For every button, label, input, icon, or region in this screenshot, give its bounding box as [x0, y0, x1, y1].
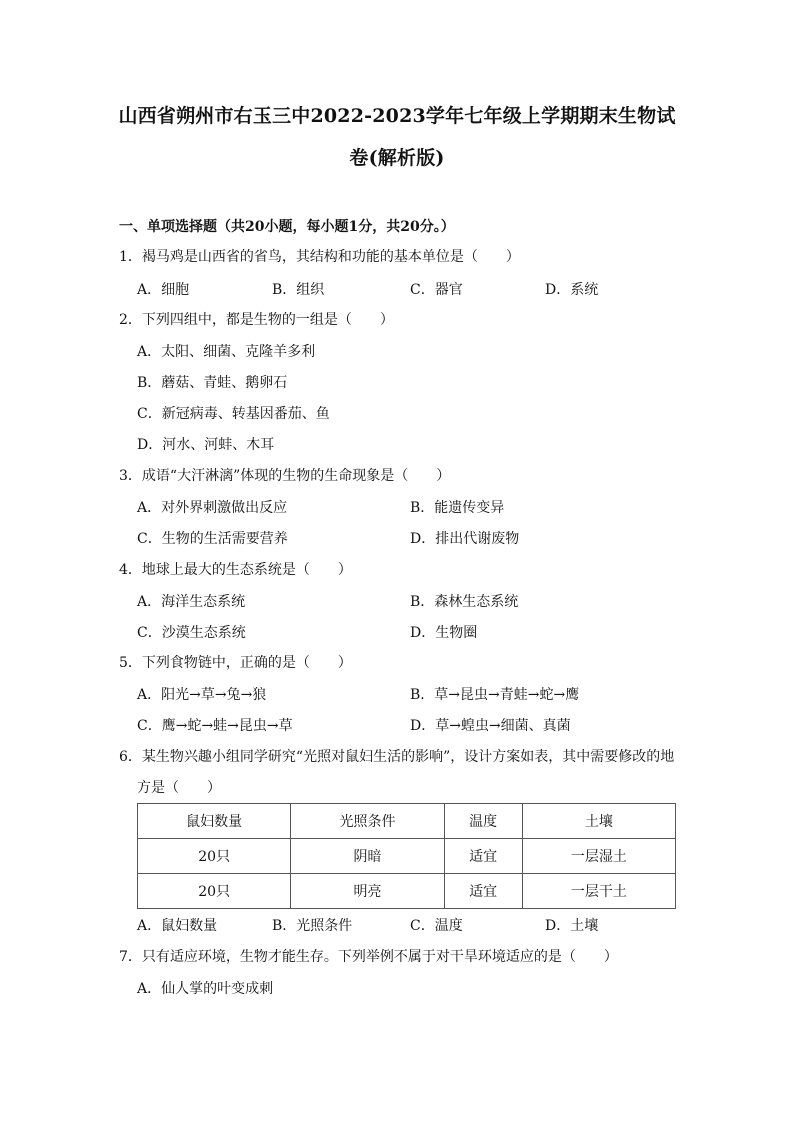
question-3-stem: 3．成语“大汗淋漓”体现的生物的生命现象是（ ）: [119, 468, 451, 484]
question-5-option-d: D．草→蝗虫→细菌、真菌: [410, 718, 571, 734]
question-1-option-b: B．组织: [272, 282, 325, 298]
document-title-continued: 卷(解析版): [349, 147, 445, 169]
question-3-option-d: D．排出代谢废物: [410, 531, 520, 547]
question-3-option-c: C．生物的生活需要营养: [137, 531, 288, 547]
question-1-option-d: D．系统: [545, 282, 599, 298]
table-header-cell: 光照条件: [291, 804, 444, 839]
question-6-stem: 6．某生物兴趣小组同学研究“光照对鼠妇生活的影响”，设计方案如表，其中需要修改的地: [119, 749, 675, 765]
document-title: 山西省朔州市右玉三中2022-2023学年七年级上学期期末生物试: [118, 105, 676, 127]
question-4-option-d: D．生物圈: [410, 625, 478, 641]
section-heading: 一、单项选择题（共20小题，每小题1分，共20分。）: [119, 219, 455, 235]
question-4-option-b: B．森林生态系统: [410, 594, 519, 610]
question-2-option-c: C．新冠病毒、转基因番茄、鱼: [137, 406, 330, 422]
question-2-option-d: D．河水、河蚌、木耳: [137, 437, 275, 453]
table-header-cell: 土壤: [522, 804, 675, 839]
question-1-stem: 1．褐马鸡是山西省的省鸟，其结构和功能的基本单位是（ ）: [119, 249, 520, 265]
question-5-option-c: C．鹰→蛇→蛙→昆虫→草: [137, 718, 293, 734]
question-6-stem-continued: 方是（ ）: [137, 780, 221, 796]
table-cell: 适宜: [444, 874, 522, 909]
question-4-option-a: A．海洋生态系统: [137, 594, 246, 610]
question-3-option-b: B．能遗传变异: [410, 500, 505, 516]
question-2-stem: 2．下列四组中，都是生物的一组是（ ）: [119, 312, 394, 328]
question-6-option-a: A．鼠妇数量: [137, 918, 218, 934]
question-1-option-c: C．器官: [410, 282, 463, 298]
question-5-stem: 5．下列食物链中，正确的是（ ）: [119, 655, 352, 671]
table-header-cell: 温度: [444, 804, 522, 839]
table-cell: 20只: [138, 874, 291, 909]
table-row: [138, 874, 676, 909]
question-2-option-b: B．蘑菇、青蛙、鹅卵石: [137, 375, 288, 391]
question-3-option-a: A．对外界刺激做出反应: [137, 500, 288, 516]
question-1-option-a: A．细胞: [137, 282, 190, 298]
question-5-option-a: A．阳光→草→兔→狼: [137, 687, 267, 703]
table-header-cell: 鼠妇数量: [138, 804, 291, 839]
table-cell: 明亮: [291, 874, 444, 909]
question-7-stem: 7．只有适应环境，生物才能生存。下列举例不属于对干旱环境适应的是（ ）: [119, 949, 618, 965]
question-6-option-d: D．土壤: [545, 918, 599, 934]
table-cell: 适宜: [444, 839, 522, 874]
question-4-option-c: C．沙漠生态系统: [137, 625, 246, 641]
table-cell: 阴暗: [291, 839, 444, 874]
question-6-option-c: C．温度: [410, 918, 463, 934]
question-7-option-a: A．仙人掌的叶变成刺: [137, 981, 274, 997]
experiment-table: [137, 803, 676, 909]
table-cell: 一层湿土: [522, 839, 675, 874]
table-cell: 20只: [138, 839, 291, 874]
table-header-row: [138, 804, 676, 839]
table-row: [138, 839, 676, 874]
question-6-option-b: B．光照条件: [272, 918, 353, 934]
question-4-stem: 4．地球上最大的生态系统是（ ）: [119, 562, 352, 578]
table-cell: 一层干土: [522, 874, 675, 909]
question-2-option-a: A．太阳、细菌、克隆羊多利: [137, 344, 316, 360]
question-5-option-b: B．草→昆虫→青蛙→蛇→鹰: [410, 687, 580, 703]
